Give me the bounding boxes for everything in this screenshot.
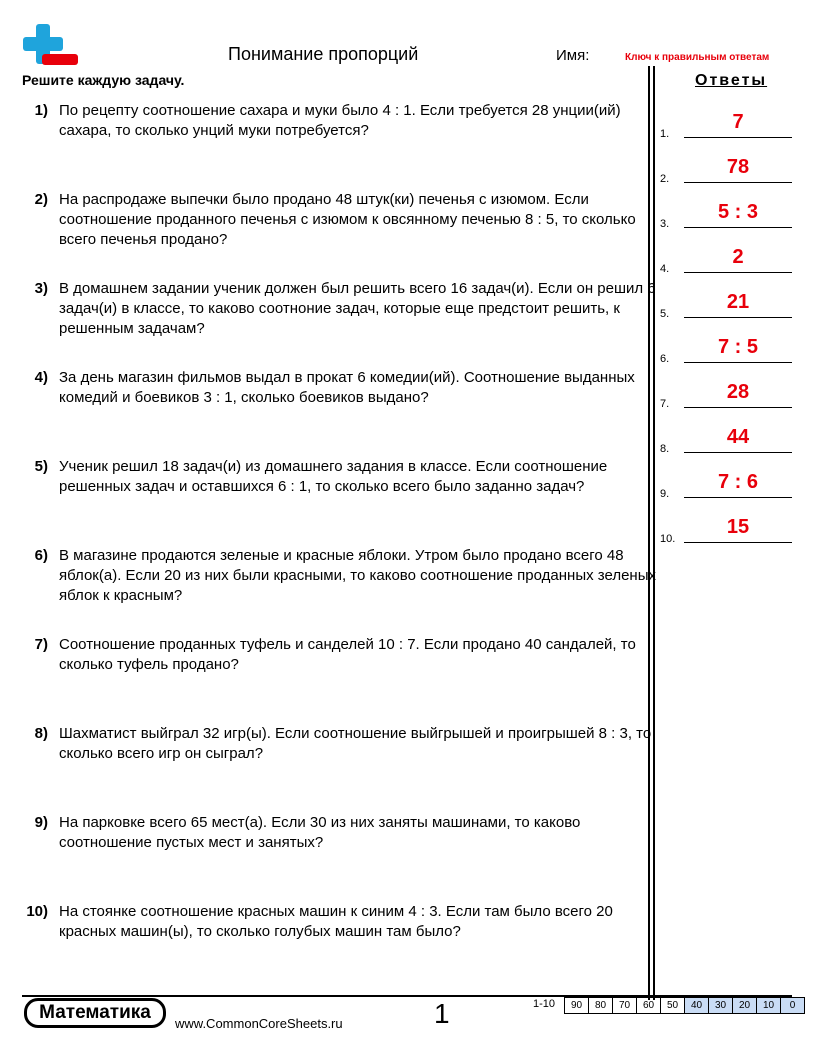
answer-line: [684, 182, 792, 183]
answer-key-label: Ключ к правильным ответам: [625, 52, 770, 63]
answer-row-2: [660, 149, 792, 185]
footer-url: www.CommonCoreSheets.ru: [175, 1016, 343, 1031]
score-cell: 10: [756, 997, 781, 1014]
name-label: Имя:: [556, 47, 590, 64]
question-number: 8): [34, 725, 48, 742]
question-text: На распродаже выпечки было продано 48 штук(ки) печенья с изюмом. Если соотношение проданного печенья с изюмом к овсянному печенью 8 : 5, то сколько всего печенья продано?: [59, 191, 636, 248]
footer-logo: Математика: [24, 998, 166, 1028]
answer-value: 44: [726, 426, 750, 448]
question-number: 9): [34, 814, 48, 831]
score-cell: 60: [636, 997, 661, 1014]
answer-line: [684, 452, 792, 453]
answer-value: 15: [726, 516, 750, 538]
question-number: 2): [34, 191, 48, 208]
answer-row-7: [660, 374, 792, 410]
answer-line: [684, 272, 792, 273]
answer-number: 8.: [660, 443, 670, 455]
score-label: 1-10: [533, 998, 556, 1010]
question-text: Ученик решил 18 задач(и) из домашнего задания в классе. Если соотношение решенных задач и оставшихся 6 : 1, то сколько всего было заданно задач?: [59, 458, 608, 495]
answer-row-6: [660, 329, 792, 365]
question-number: 1): [34, 102, 48, 119]
answers-title: Ответы: [695, 72, 768, 89]
answer-line: [684, 362, 792, 363]
answer-line: [684, 407, 792, 408]
answer-number: 4.: [660, 263, 670, 275]
question-number: 10): [26, 903, 48, 920]
answer-row-3: [660, 194, 792, 230]
answer-number: 10.: [660, 533, 676, 545]
question-text: Шахматист выйграл 32 игр(ы). Если соотношение выйгрышей и проигрышей 8 : 3, то сколько всего игр он сыграл?: [59, 725, 652, 762]
answer-number: 5.: [660, 308, 670, 320]
answer-value: 7 : 6: [717, 471, 759, 493]
answer-line: [684, 542, 792, 543]
answer-number: 7.: [660, 398, 670, 410]
plus-minus-logo-icon: [22, 24, 80, 68]
question-number: 3): [34, 280, 48, 297]
answer-row-10: [660, 509, 792, 545]
question-text: Соотношение проданных туфель и санделей 10 : 7. Если продано 40 сандалей, то сколько туфель продано?: [59, 636, 636, 673]
answer-number: 1.: [660, 128, 670, 140]
answer-line: [684, 137, 792, 138]
answer-row-8: [660, 419, 792, 455]
page-title: Понимание пропорций: [228, 44, 419, 64]
question-number: 6): [34, 547, 48, 564]
answer-line: [684, 227, 792, 228]
answer-value: 7: [732, 111, 744, 133]
answer-row-4: [660, 239, 792, 275]
score-cell: 50: [660, 997, 685, 1014]
question-text: На парковке всего 65 мест(а). Если 30 из них заняты машинами, то каково соотношение пустых мест и занятых?: [59, 814, 581, 851]
answer-number: 2.: [660, 173, 670, 185]
answer-value: 28: [726, 381, 750, 403]
page-number: 1: [434, 998, 450, 1029]
answer-line: [684, 497, 792, 498]
question-number: 4): [34, 369, 48, 386]
question-text: В домашнем задании ученик должен был решить всего 16 задач(и). Если он решил 6 задач(и) в классе, то каково соотноние задач, которые еще предстоит решить, к решенным задачам?: [59, 280, 656, 337]
question-text: За день магазин фильмов выдал в прокат 6 комедии(ий). Соотношение выданных комедий и боевиков 3 : 1, сколько боевиков выдано?: [59, 369, 635, 406]
answer-line: [684, 317, 792, 318]
answer-row-9: [660, 464, 792, 500]
answer-row-1: [660, 104, 792, 140]
answer-value: 78: [726, 156, 750, 178]
answer-number: 3.: [660, 218, 670, 230]
score-cell: 90: [564, 997, 589, 1014]
score-cell: 40: [684, 997, 709, 1014]
instructions: Решите каждую задачу.: [22, 72, 185, 88]
question-text: В магазине продаются зеленые и красные яблоки. Утром было продано всего 48 яблок(а). Если 20 из них были красными, то каково соотношение проданных зеленых яблок к красным?: [59, 547, 656, 604]
answer-value: 5 : 3: [717, 201, 759, 223]
question-number: 5): [34, 458, 48, 475]
answer-number: 9.: [660, 488, 670, 500]
answer-value: 2: [732, 246, 744, 268]
score-cell: 80: [588, 997, 613, 1014]
score-cell: 30: [708, 997, 733, 1014]
answer-value: 21: [726, 291, 750, 313]
question-text: По рецепту соотношение сахара и муки было 4 : 1. Если требуется 28 унции(ий) сахара, то сколько унций муки потребуется?: [59, 102, 621, 139]
score-table: [565, 997, 805, 1014]
score-cell: 70: [612, 997, 637, 1014]
question-number: 7): [34, 636, 48, 653]
answer-number: 6.: [660, 353, 670, 365]
answer-row-5: [660, 284, 792, 320]
score-cell: 20: [732, 997, 757, 1014]
question-text: На стоянке соотношение красных машин к синим 4 : 3. Если там было всего 20 красных машин(ы), то сколько голубых машин там было?: [59, 903, 613, 940]
score-cell: 0: [780, 997, 805, 1014]
answer-value: 7 : 5: [717, 336, 759, 358]
